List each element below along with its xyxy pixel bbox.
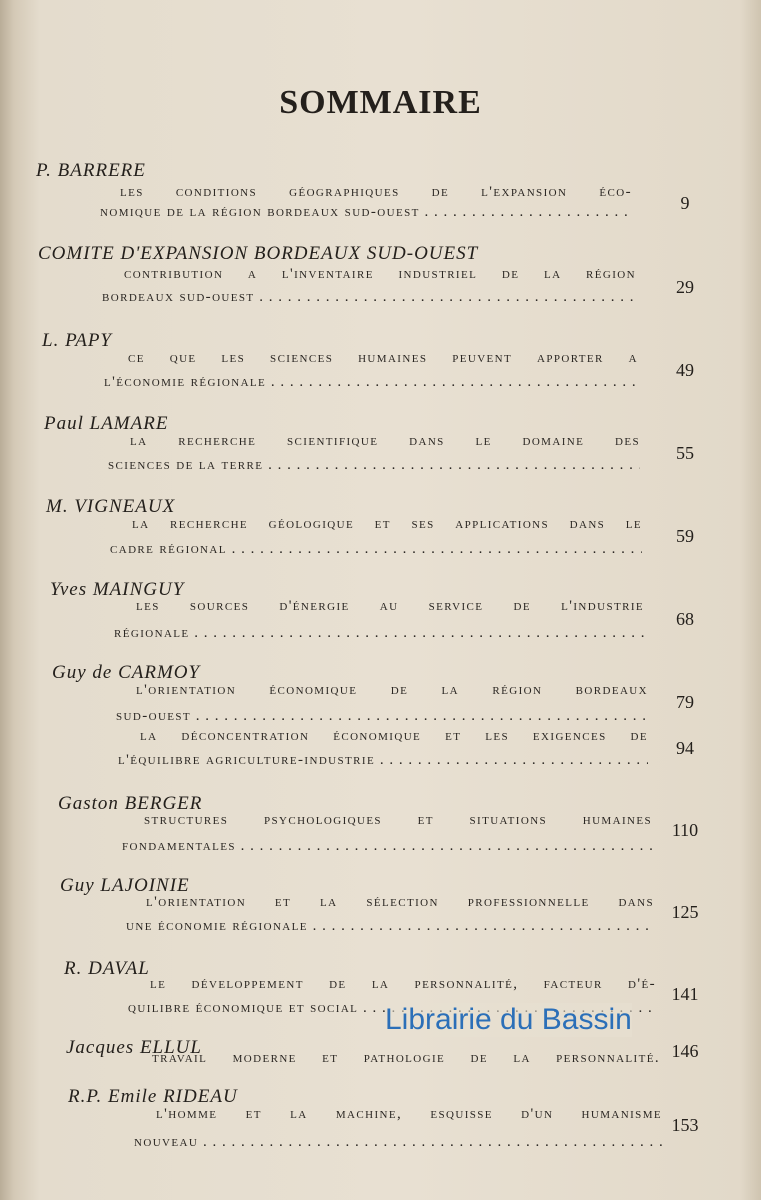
page-number: 68 [676, 609, 694, 629]
entry-title-line: ce que les sciences humaines peuvent apporter a [128, 350, 638, 366]
entry-author: P. BARRERE [36, 160, 146, 181]
entry-title-line: les conditions géographiques de l'expansion éco- [120, 184, 632, 200]
entry-title-line: l'orientation économique de la région bordeaux [136, 682, 648, 698]
entry-author: COMITE D'EXPANSION BORDEAUX SUD-OUEST [38, 243, 479, 264]
watermark: Librairie du Bassin [385, 1003, 632, 1036]
page-number: 79 [676, 692, 694, 712]
entry-author: Yves MAINGUY [50, 579, 185, 600]
entry-author: R. DAVAL [64, 958, 150, 979]
entry-author: R.P. Emile RIDEAU [68, 1086, 238, 1107]
entry-title-line: contribution a l'inventaire industriel de la région [124, 266, 636, 282]
page-number: 55 [676, 443, 694, 463]
entry-title-line: nomique de la région bordeaux sud-ouest . . . [100, 204, 632, 221]
entry-title-line: régionale . . . [114, 625, 644, 642]
entry-title-line: le développement de la personnalité, facteur d'é- [150, 976, 656, 992]
page-number: 125 [671, 902, 699, 922]
entry-author: M. VIGNEAUX [46, 496, 176, 517]
entry-title-line: fondamentales . . . [122, 838, 652, 855]
entry-title-line: travail moderne et pathologie de la personnalité. [152, 1050, 660, 1066]
entry-title-line: la recherche scientifique dans le domaine des [130, 433, 640, 449]
entry-title-line: une économie régionale . . . [126, 918, 654, 935]
entry-author: Jacques ELLUL [66, 1037, 202, 1058]
entry-author: Guy de CARMOY [52, 662, 201, 683]
entry-title-line: l'équilibre agriculture-industrie . . . [118, 752, 648, 769]
entry-author: Guy LAJOINIE [60, 875, 190, 896]
page-number: 110 [671, 820, 699, 840]
page-number: 9 [680, 193, 690, 213]
page-title: SOMMAIRE [279, 84, 482, 121]
page-number: 49 [676, 360, 694, 380]
entry-title-line: l'économie régionale . . . [104, 374, 638, 391]
entry-author: Gaston BERGER [58, 793, 203, 814]
entry-title-line: nouveau . . . [134, 1134, 662, 1151]
entry-title-line: sud-ouest . . . [116, 708, 648, 725]
entry-title-line: l'orientation et la sélection professionnelle dans [146, 894, 654, 910]
entry-title-line: la recherche géologique et ses applications dans le [132, 516, 642, 532]
page-number: 94 [676, 738, 694, 758]
entry-author: Paul LAMARE [44, 413, 169, 434]
entry-title-line: l'homme et la machine, esquisse d'un humanisme [156, 1106, 662, 1122]
entry-title-line: la déconcentration économique et les exigences de [140, 728, 648, 744]
entry-author: L. PAPY [42, 330, 113, 351]
page-number: 59 [676, 526, 694, 546]
entry-title-line: les sources d'énergie au service de l'industrie [136, 598, 644, 614]
entry-title-line: quilibre économique et social . . . [128, 1000, 656, 1017]
page-number: 141 [671, 984, 699, 1004]
entry-title-line: cadre régional . . . [110, 541, 642, 558]
page-number: 153 [671, 1115, 699, 1135]
entry-title-line: bordeaux sud-ouest . . . [102, 289, 636, 306]
page-number: 29 [676, 277, 694, 297]
entry-title-line: sciences de la terre . . . [108, 457, 640, 474]
page-number: 146 [671, 1041, 699, 1061]
entry-title-line: structures psychologiques et situations humaines [144, 812, 652, 828]
